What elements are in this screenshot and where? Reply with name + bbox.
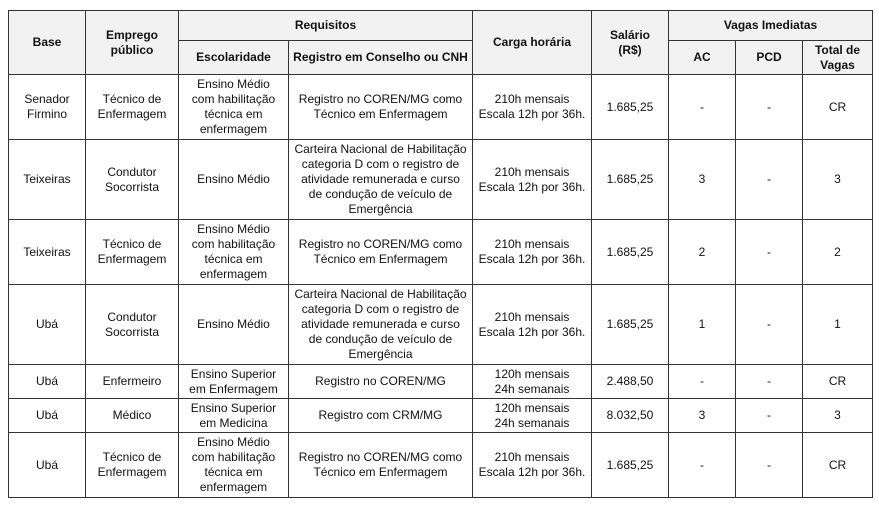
cell-registro: Registro no COREN/MG como Técnico em Enfermagem	[289, 433, 473, 498]
cell-salario: 1.685,25	[592, 140, 669, 220]
header-registro: Registro em Conselho ou CNH	[289, 41, 473, 75]
cell-emprego: Condutor Socorrista	[86, 140, 179, 220]
cell-base: Ubá	[9, 399, 86, 433]
cell-carga: 210h mensais Escala 12h por 36h.	[473, 220, 592, 285]
vagas-table	[8, 10, 873, 498]
table-row	[9, 433, 873, 498]
table-body	[9, 75, 873, 498]
cell-emprego: Técnico de Enfermagem	[86, 433, 179, 498]
table-row	[9, 140, 873, 220]
header-vagas: Vagas Imediatas	[669, 11, 873, 41]
cell-ac: -	[669, 433, 736, 498]
cell-escolaridade: Ensino Médio com habilitação técnica em enfermagem	[179, 433, 289, 498]
cell-salario: 1.685,25	[592, 285, 669, 365]
cell-salario: 1.685,25	[592, 75, 669, 140]
cell-carga: 120h mensais 24h semanais	[473, 399, 592, 433]
cell-ac: -	[669, 75, 736, 140]
cell-total: 1	[803, 285, 873, 365]
cell-registro: Registro com CRM/MG	[289, 399, 473, 433]
cell-ac: 1	[669, 285, 736, 365]
cell-total: 3	[803, 399, 873, 433]
table-row	[9, 285, 873, 365]
header-ac: AC	[669, 41, 736, 75]
cell-registro: Registro no COREN/MG	[289, 365, 473, 399]
cell-emprego: Enfermeiro	[86, 365, 179, 399]
cell-carga: 210h mensais Escala 12h por 36h.	[473, 75, 592, 140]
cell-registro: Carteira Nacional de Habilitação categoria D com o registro de atividade remunerada e curso de condução de veículo de Emergência	[289, 140, 473, 220]
cell-pcd: -	[736, 75, 803, 140]
cell-base: Teixeiras	[9, 220, 86, 285]
table-row	[9, 399, 873, 433]
cell-escolaridade: Ensino Superior em Enfermagem	[179, 365, 289, 399]
cell-emprego: Médico	[86, 399, 179, 433]
cell-base: Ubá	[9, 285, 86, 365]
cell-emprego: Técnico de Enfermagem	[86, 220, 179, 285]
cell-salario: 8.032,50	[592, 399, 669, 433]
cell-salario: 1.685,25	[592, 220, 669, 285]
cell-ac: 3	[669, 140, 736, 220]
cell-emprego: Condutor Socorrista	[86, 285, 179, 365]
cell-pcd: -	[736, 285, 803, 365]
cell-pcd: -	[736, 140, 803, 220]
header-carga: Carga horária	[473, 11, 592, 75]
cell-base: Ubá	[9, 365, 86, 399]
cell-registro: Registro no COREN/MG como Técnico em Enfermagem	[289, 75, 473, 140]
cell-pcd: -	[736, 365, 803, 399]
table-row	[9, 75, 873, 140]
table-row	[9, 220, 873, 285]
cell-ac: -	[669, 365, 736, 399]
cell-pcd: -	[736, 399, 803, 433]
cell-salario: 2.488,50	[592, 365, 669, 399]
cell-escolaridade: Ensino Médio com habilitação técnica em enfermagem	[179, 75, 289, 140]
header-salario: Salário (R$)	[592, 11, 669, 75]
table-row	[9, 365, 873, 399]
cell-escolaridade: Ensino Médio	[179, 285, 289, 365]
header-total: Total de Vagas	[803, 41, 873, 75]
cell-escolaridade: Ensino Médio com habilitação técnica em enfermagem	[179, 220, 289, 285]
cell-carga: 210h mensais Escala 12h por 36h.	[473, 433, 592, 498]
cell-pcd: -	[736, 220, 803, 285]
cell-base: Teixeiras	[9, 140, 86, 220]
cell-ac: 2	[669, 220, 736, 285]
cell-registro: Registro no COREN/MG como Técnico em Enfermagem	[289, 220, 473, 285]
cell-base: Ubá	[9, 433, 86, 498]
cell-carga: 210h mensais Escala 12h por 36h.	[473, 285, 592, 365]
cell-base: Senador Firmino	[9, 75, 86, 140]
header-pcd: PCD	[736, 41, 803, 75]
cell-carga: 210h mensais Escala 12h por 36h.	[473, 140, 592, 220]
header-escolaridade: Escolaridade	[179, 41, 289, 75]
header-emprego: Emprego público	[86, 11, 179, 75]
cell-salario: 1.685,25	[592, 433, 669, 498]
cell-total: 2	[803, 220, 873, 285]
cell-total: CR	[803, 433, 873, 498]
cell-escolaridade: Ensino Médio	[179, 140, 289, 220]
cell-escolaridade: Ensino Superior em Medicina	[179, 399, 289, 433]
header-requisitos: Requisitos	[179, 11, 473, 41]
cell-registro: Carteira Nacional de Habilitação categoria D com o registro de atividade remunerada e curso de condução de veículo de Emergência	[289, 285, 473, 365]
cell-total: 3	[803, 140, 873, 220]
cell-ac: 3	[669, 399, 736, 433]
cell-total: CR	[803, 365, 873, 399]
cell-total: CR	[803, 75, 873, 140]
cell-carga: 120h mensais 24h semanais	[473, 365, 592, 399]
cell-emprego: Técnico de Enfermagem	[86, 75, 179, 140]
header-base: Base	[9, 11, 86, 75]
cell-pcd: -	[736, 433, 803, 498]
